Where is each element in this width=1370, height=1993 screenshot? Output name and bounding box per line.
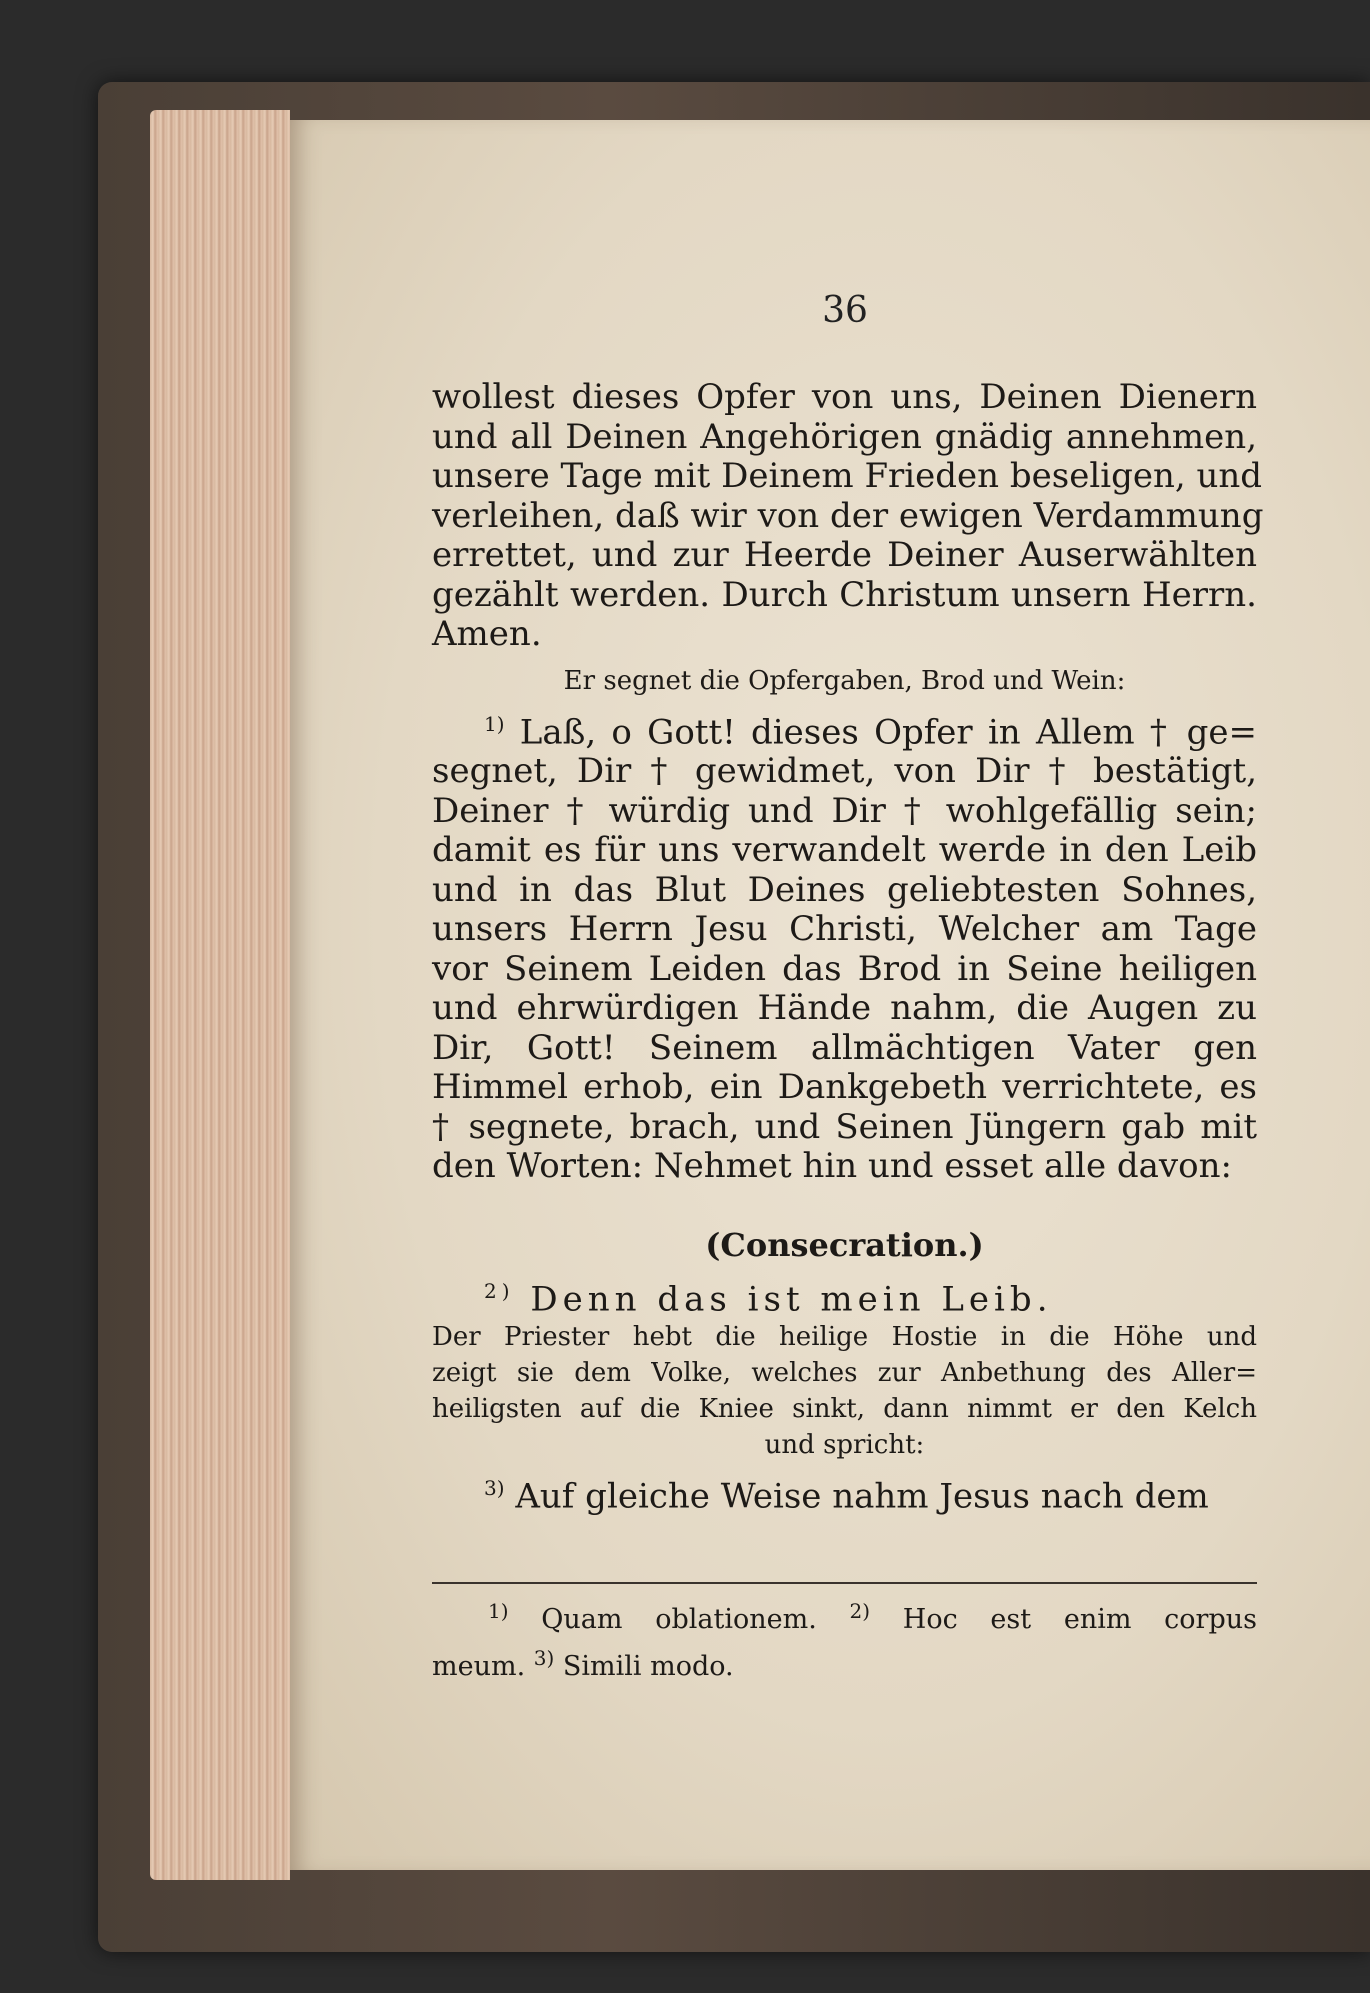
text-line: $^{3)}$ Auf gleiche Weise nahm Jesus nach dem <box>484 1476 1209 1517</box>
text-line: verleihen, daß wir von der ewigen Verdammung <box>432 495 1264 536</box>
page-text <box>432 377 1264 1517</box>
text-line: Himmel erhob, ein Dankgebeth verrichtete, es <box>432 1067 1257 1108</box>
rubric-line: zeigt sie dem Volke, welches zur Anbethung des Aller= <box>432 1358 1257 1389</box>
footnote-line: meum. $^{3)}$ Simili modo. <box>432 1646 734 1682</box>
text-line: damit es für uns verwandelt werde in den Leib <box>432 830 1257 871</box>
rubric-line: Der Priester hebt die heilige Hostie in die Höhe und <box>432 1322 1257 1353</box>
text-line: Deiner † würdig und Dir † wohlgefällig sein; <box>432 790 1257 831</box>
text-line: und ehrwürdigen Hände nahm, die Augen zu <box>432 988 1257 1029</box>
page-edges <box>150 110 290 1880</box>
text-line: unsers Herrn Jesu Christi, Welcher am Tage <box>432 909 1257 950</box>
consecration-line: $^{2)}$ Denn das ist mein Leib. <box>484 1278 1053 1320</box>
text-line: Amen. <box>432 614 542 654</box>
text-line: wollest dieses Opfer von uns, Deinen Dienern <box>432 377 1257 417</box>
rubric-line: und spricht: <box>764 1430 925 1461</box>
text-line: unsere Tage mit Deinem Frieden beseligen, und <box>432 456 1263 496</box>
text-line: $^{1)}$ Laß, o Gott! dieses Opfer in Allem † ge= <box>484 711 1257 752</box>
text-line: und in das Blut Deines geliebtesten Sohnes, <box>432 869 1257 910</box>
text-line: † segnete, brach, und Seinen Jüngern gab mit <box>432 1106 1257 1147</box>
text-line: vor Seinem Leiden das Brod in Seine heiligen <box>432 948 1257 989</box>
footnote-line: $^{1)}$ Quam oblationem. $^{2)}$ Hoc est enim corpus <box>488 1599 1257 1635</box>
text-line: und all Deinen Angehörigen gnädig annehmen, <box>432 416 1257 457</box>
footnote-mark: 3) <box>484 1476 505 1501</box>
rubric-line: heiligsten auf die Kniee sinkt, dann nimmt er den Kelch <box>432 1394 1257 1425</box>
text-line: errettet, und zur Heerde Deiner Auserwählten <box>432 535 1257 575</box>
footnotes <box>432 1592 1257 1686</box>
section-heading: (Consecration.) <box>705 1225 984 1264</box>
text-line: Dir, Gott! Seinem allmächtigen Vater gen <box>432 1027 1257 1068</box>
text-line: den Worten: Nehmet hin und esset alle davon: <box>432 1146 1232 1187</box>
footnote-mark: 1) <box>484 711 505 736</box>
rubric: Er segnet die Opfergaben, Brod und Wein: <box>563 665 1126 696</box>
text-line: gezählt werden. Durch Christum unsern Herrn. <box>432 574 1257 615</box>
text-line: segnet, Dir † gewidmet, von Dir † bestätigt, <box>432 751 1257 792</box>
footnote-rule <box>432 1582 1257 1584</box>
footnote-mark: 2) <box>484 1278 515 1303</box>
page-number: 36 <box>822 290 868 331</box>
